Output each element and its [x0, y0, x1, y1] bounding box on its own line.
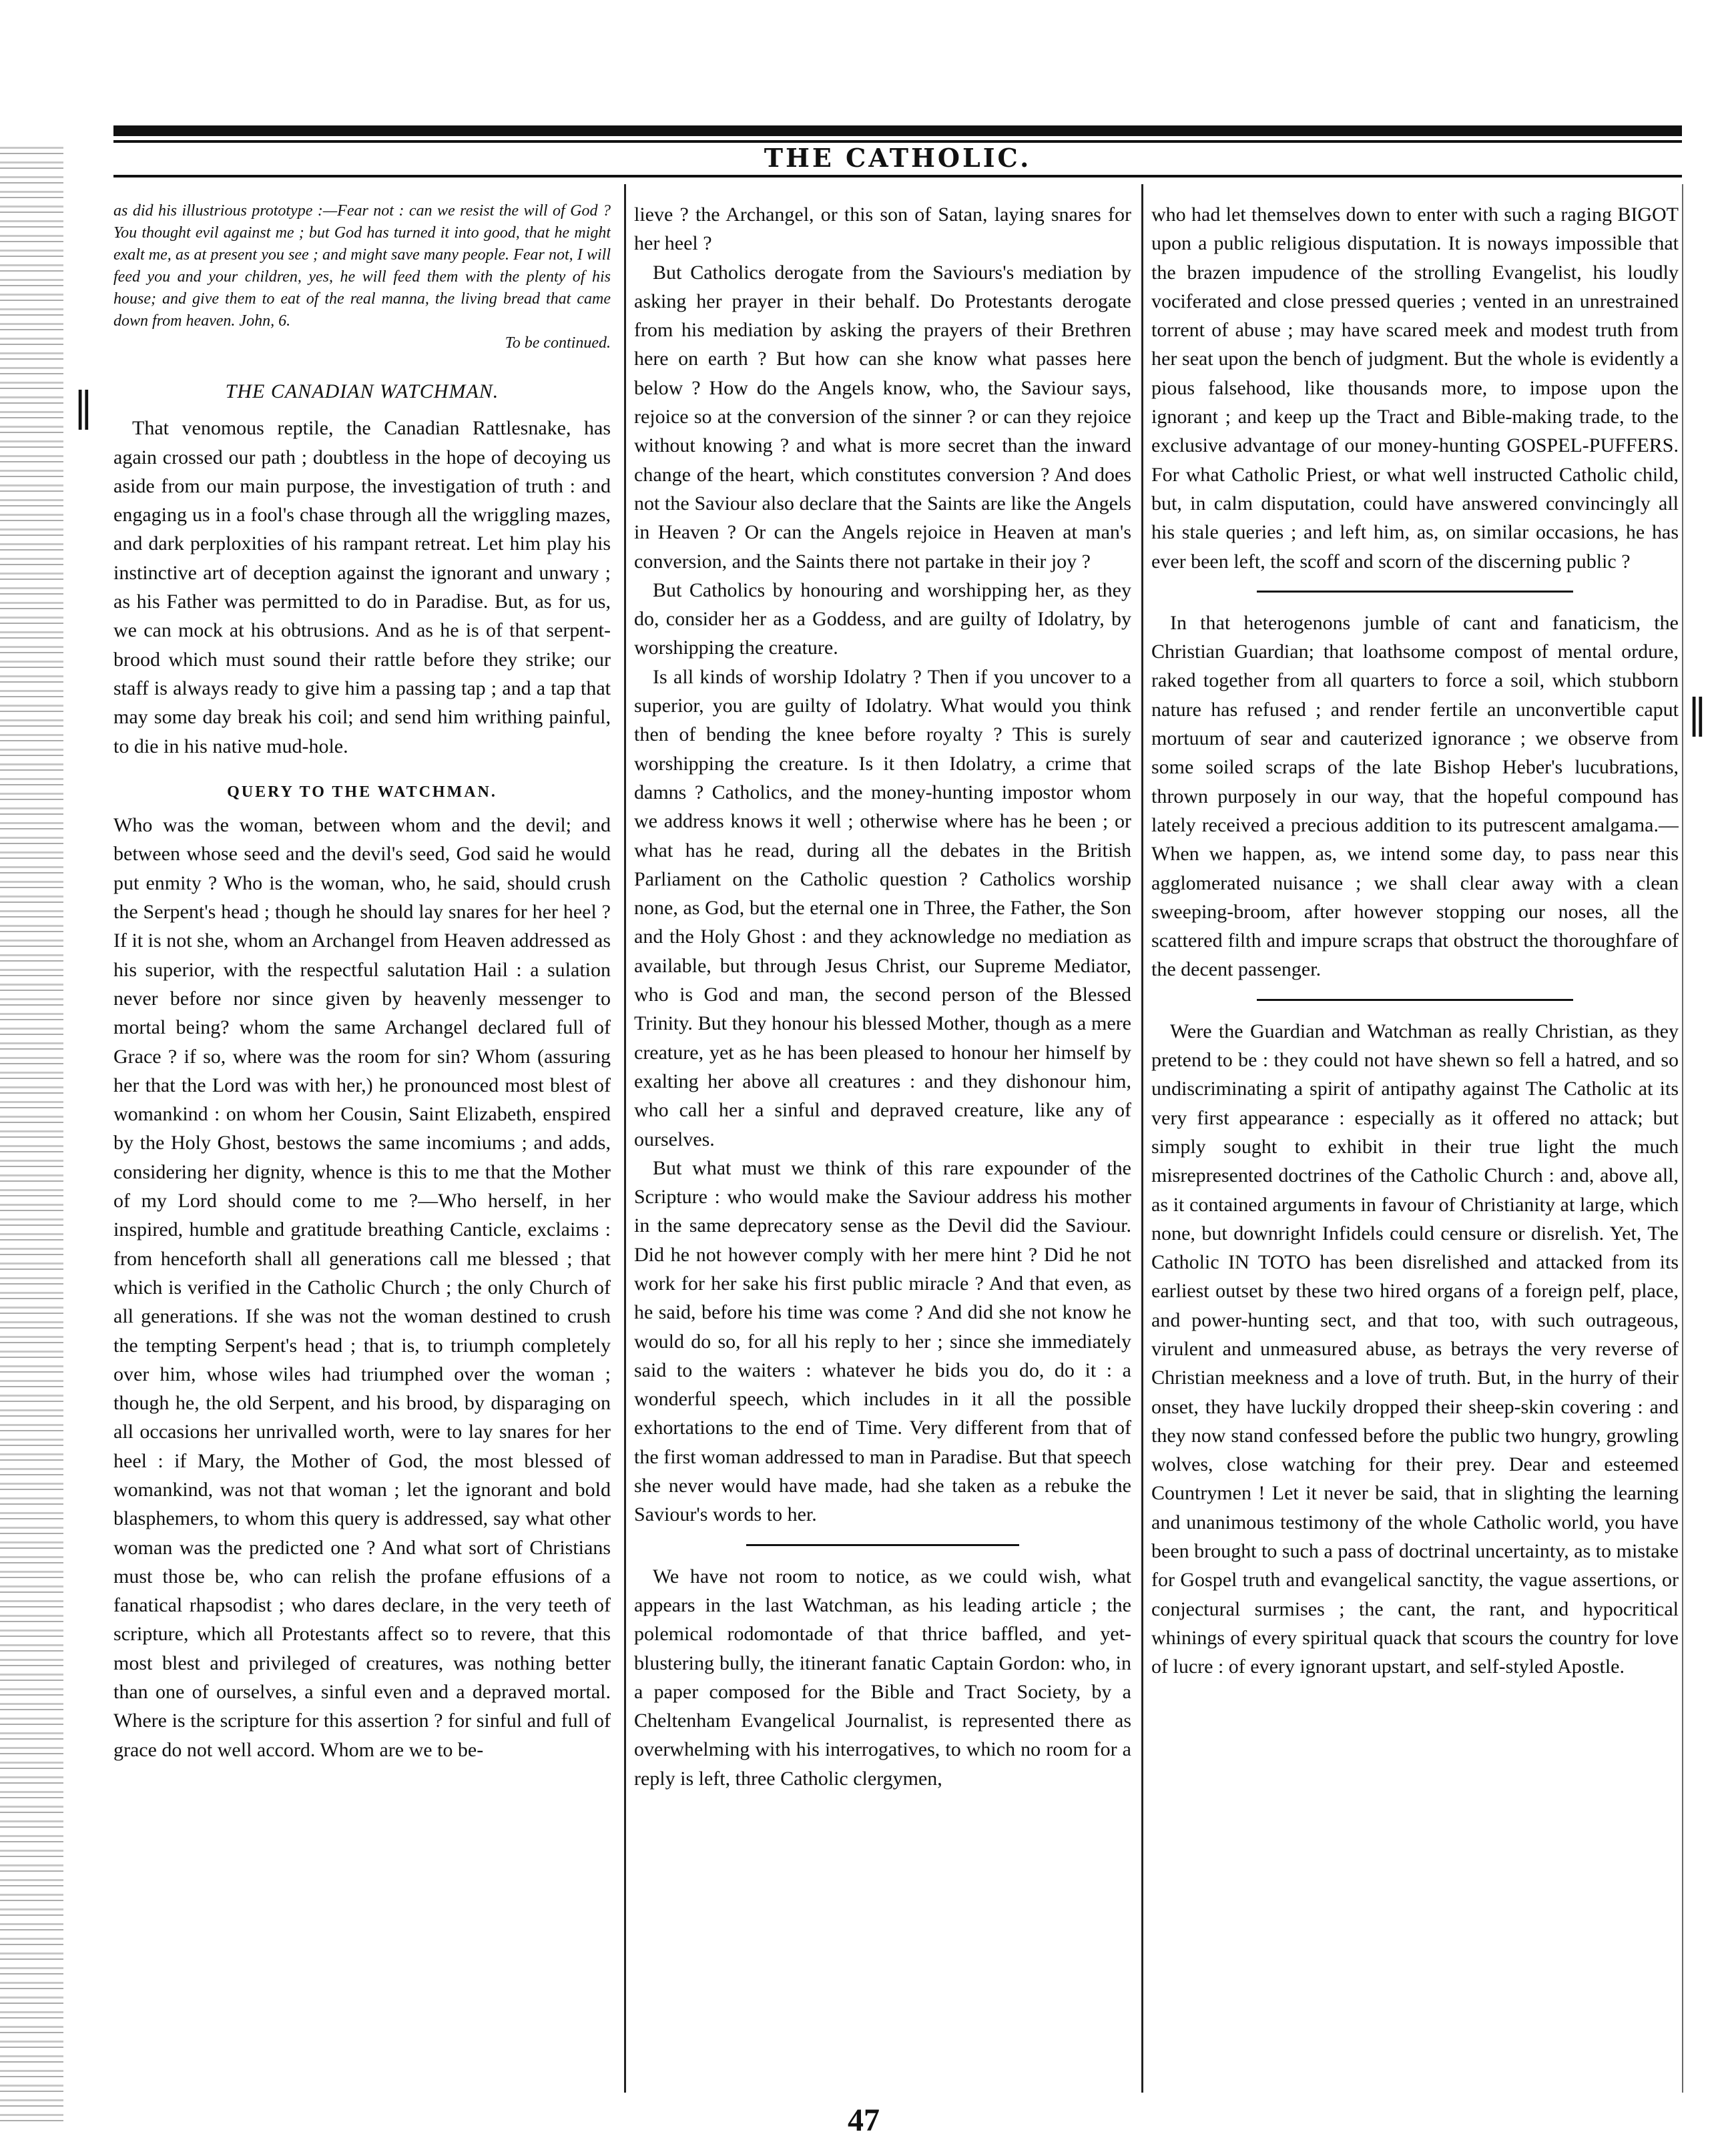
column-3 — [1151, 200, 1679, 2095]
masthead-rule-top — [113, 125, 1682, 136]
column-divider-1 — [624, 184, 626, 2093]
article-paragraph: Who was the woman, between whom and the devil; and between whose seed and the devil's seed, God said he would put enmity ? Who is the woman, who, he said, should crush the Serpent's head ; though he should lay snares for her heel ? If it is not she, whom an Archangel from Heaven addressed as his superior, with the respectful salutation Hail : a sulation never before nor since given by heavenly messenger to mortal being? whom the same Archangel declared full of Grace ? if so, where was the room for sin? Whom (assuring her that the Lord was with her,) he pronounced most blest of womankind : on whom her Cousin, Saint Elizabeth, enspired by the Holy Ghost, bestows the same incomiums ; and adds, considering her dignity, whence is this to me that the Mother of my Lord should come to me ?—Who herself, in her inspired, humble and gratitude breathing Canticle, exclaims : from henceforth shall all generations call me blessed ; that which is verified in the Catholic Church ; the only Church of all generations. If she was not the woman destined to crush the tempting Serpent's head ; that is, to triumph completely over him, whose wiles had triumphed over the woman ; though he, the old Serpent, and his brood, by disparaging on all occasions her unrivalled worth, were to lay snares for her heel : if Mary, the Mother of God, the most blessed of womankind, was not that woman ; let the ignorant and bold blasphemers, to whom this query is addressed, say what other woman was the predicted one ? And what sort of Christians must those be, who can relish the profane effusions of a fanatical rhapsodist ; who dares declare, in the very teeth of scripture, which all Protestants affect so to revere, that this most blest and privileged of creatures, was nothing better than one of ourselves, a sinful even and a depraved mortal. Where is the scripture for this assertion ? for sinful and full of grace do not well accord. Whom are we to be- — [113, 814, 611, 1761]
margin-mark-left: ‖ — [73, 384, 93, 430]
query-subheading: QUERY TO THE WATCHMAN. — [227, 783, 497, 801]
article-paragraph: We have not room to notice, as we could wish, what appears in the last Watchman, as his leading article ; the polemical rodomontade of that thrice baffled, and yet-blustering bully, the itinerant fanatic Captain Gordon: who, in a paper composed for the Bible and Tract Society, by a Cheltenham Evangelical Journalist, is represented there as overwhelming with his interrogatives, to which no room for a reply is left, three Catholic clergymen, — [634, 1565, 1131, 1790]
to-be-continued: To be continued. — [505, 334, 611, 352]
masthead-rule-bottom — [113, 175, 1682, 177]
margin-mark-right: ‖ — [1687, 691, 1707, 737]
section-separator — [746, 1544, 1020, 1546]
binding-edge — [0, 147, 63, 2122]
article-paragraph: That venomous reptile, the Canadian Rattlesnake, has again crossed our path ; doubtless in the hope of decoying us aside from our main purpose, the investigation of truth : and engaging us in a fool's chase through all the wriggling mazes, and dark perploxities of his rampant retreat. Let him play his instinctive art of deception against the ignorant and unwary ; as his Father was permitted to do in Paradise. But, as for us, we can mock at his obtrusions. And as he is of that serpent-brood which must sound their rattle before they strike; our staff is always ready to give him a passing tap ; and a tap that may some day break his coil; and send him writhing painful, to die in his native mud-hole. — [113, 417, 611, 757]
article-paragraph: Were the Guardian and Watchman as really Christian, as they pretend to be : they could not have shewn so fell a hatred, and so undiscriminating a spirit of antipathy against The Catholic at its very first appearance : especially as it offered no attack; but simply sought to exhibit in their true light the much misrepresented doctrines of the Catholic Church : and, above all, as it contained arguments in favour of Christianity at large, which none, but downright Infidels could censure or disrelish. Yet, The Catholic IN TOTO has been disrelished and attacked from its earliest outset by these two hired organs of a foreign pelf, place, and power-hunting sect, and that too, with such outrageous, virulent and unmeasured abuse, as betrays the very reverse of Christian meekness and a love of truth. But, in the hurry of their onset, they have luckily dropped their sheep-skin covering : and they now stand confessed before the public two hungry, growling wolves, close watching for their prey. Dear and esteemed Countrymen ! Let it never be said, that in slighting the learning and unanimous testimony of the whole Catholic world, you have been brought to such a pass of doctrinal uncertainty, as to mistake for Gospel truth and evangelical sanctity, the vague assertions, or conjectural surmises ; the cant, the rant, and hypocritical whinings of every spiritual quack that scours the country for love of lucre : of every ignorant upstart, and self-styled Apostle. — [1151, 1020, 1679, 1678]
page-number: 47 — [848, 2103, 880, 2138]
article-paragraph: But Catholics by honouring and worshipping her, as they do, consider her as a Goddess, and are guilty of Idolatry, by worshipping the creature. — [634, 579, 1131, 659]
column-1 — [113, 200, 611, 2095]
article-paragraph: But Catholics derogate from the Saviours's mediation by asking her prayer in their behalf. Do Protestants derogate from his mediation by asking the prayers of their Brethren here on earth ? But how can she know what passes here below ? How do the Angels know, who, the Saviour says, rejoice so at the conversion of the sinner ? or can they rejoice without knowing ? and what is more secret than the inward change of the heart, which constitutes conversion ? And does not the Saviour also declare that the Saints are like the Angels in Heaven ? Or can the Angels rejoice in Heaven at man's conversion, and the Saints there not partake in their joy ? — [634, 261, 1131, 573]
article-paragraph: who had let themselves down to enter with such a raging BIGOT upon a public religious disputation. It is noways impossible that the brazen impudence of the strolling Evangelist, his loudly vociferated and close pressed queries ; vented in an unrestrained torrent of abuse ; may have scared meek and modest truth from her seat upon the bench of judgment. But the whole is evidently a pious falsehood, like thousands more, to impose upon the ignorant ; and keep up the Tract and Bible-making trade, to the exclusive advantage of our money-hunting GOSPEL-PUFFERS. For what Catholic Priest, or what well instructed Catholic child, but, in calm disputation, could have answered convincingly all his stale queries ; and left him, as, on similar occasions, he has ever been left, the scoff and scorn of the discerning public ? — [1151, 204, 1679, 573]
article-paragraph: In that heterogenons jumble of cant and fanaticism, the Christian Guardian; that loathsome compost of mental ordure, raked together from all quarters to force a soil, which stubborn nature has refused ; and render fertile an unconvertible caput mortuum of sear and cauterized ignorance ; we observe from some soiled scraps of the late Bishop Heber's lucubrations, thrown purposely in our way, that the hopeful compound has lately received a precious addition to its putrescent amalgama.— When we happen, as, we intend some day, to pass near this agglomerated nuisance ; we shall clear away with a clean sweeping-broom, after however stopping our noses, all the scattered filth and impure scraps that obstruct the thoroughfare of the decent passenger. — [1151, 611, 1679, 981]
column-divider-2 — [1141, 184, 1143, 2093]
article-paragraph: Is all kinds of worship Idolatry ? Then if you uncover to a superior, you are guilty of Idolatry. What would you think then of bending the knee before royalty ? This is surely worshipping the creature. Is it then Idolatry, a crime that damns ? Catholics, and the money-hunting impostor whom we address knows it well ; otherwise where has he been ; or what has he read, during all the debates in the British Parliament on the Catholic question ? Catholics worship none, as God, but the eternal one in Three, the Father, the Son and the Holy Ghost : and they acknowledge no mediation as available, but through Jesus Christ, our Supreme Mediator, who is God and man, the second person of the Blessed Trinity. But they honour his blessed Mother, though as a mere creature, yet as he has been pleased to honour her himself by exalting her above all creatures : and they dishonour him, who call her a sinful and depraved creature, like any of ourselves. — [634, 665, 1131, 1150]
section-separator — [1257, 999, 1573, 1001]
section-separator — [1257, 591, 1573, 593]
article-heading-watchman: THE CANADIAN WATCHMAN. — [225, 380, 499, 402]
article-paragraph: lieve ? the Archangel, or this son of Satan, laying snares for her heel ? — [634, 204, 1131, 255]
column-divider-right — [1682, 184, 1683, 2093]
column-2 — [634, 200, 1131, 2095]
continued-passage: as did his illustrious prototype :—Fear not : can we resist the will of God ? You thought evil against me ; but God has turned it into good, that he might exalt me, as at present you see ; and might save many people. Fear not, I will feed you and your children, yes, he will feed them with the plenty of his house; and give them to eat of the real manna, the living bread that came down from heaven. John, 6. — [113, 202, 611, 330]
article-paragraph: But what must we think of this rare expounder of the Scripture : who would make the Saviour address his mother in the same deprecatory sense as the Devil did the Saviour. Did he not however comply with her mere hint ? Did he not work for her sake his first public miracle ? And that even, as he said, before his time was come ? And did she not know he would do so, for all his reply to her ; since she immediately said to the waiters : whatever he bids you do, do it : a wonderful speech, which includes in it all the possible exhortations to the end of Time. Very different from that of the first woman addressed to man in Paradise. But that speech she never would have made, had she taken as a rebuke the Saviour's words to her. — [634, 1156, 1131, 1526]
masthead-title: THE CATHOLIC. — [764, 143, 1032, 173]
